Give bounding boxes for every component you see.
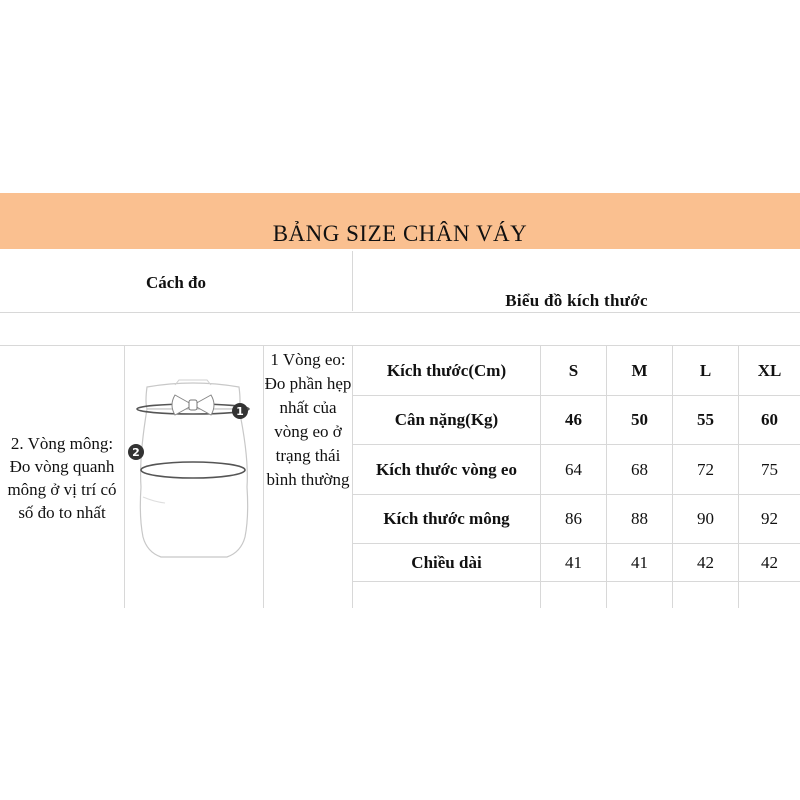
row-label-waist: Kích thước vòng eo <box>376 459 517 479</box>
table-cell: 68 <box>631 459 648 479</box>
table-cell: 60 <box>761 410 778 429</box>
size-chart-header: Biểu đồ kích thước <box>505 291 648 310</box>
table-header-xl: XL <box>757 360 782 380</box>
row-label-length: Chiều dài <box>411 552 482 572</box>
grid-line <box>0 312 800 313</box>
svg-text:2: 2 <box>132 446 140 459</box>
waist-measure-note: 1 Vòng eo: Đo phần hẹp nhất của vòng eo ở trạng thái bình thường <box>264 350 352 489</box>
svg-text:1: 1 <box>236 405 244 418</box>
grid-line <box>353 581 800 582</box>
table-cell: 90 <box>697 509 714 528</box>
table-cell: 88 <box>631 509 648 528</box>
table-header-l: L <box>699 360 712 380</box>
table-cell: 50 <box>631 410 648 429</box>
table-cell: 86 <box>565 509 582 528</box>
table-cell: 42 <box>761 552 778 572</box>
table-cell: 41 <box>565 552 582 572</box>
page-title: BẢNG SIZE CHÂN VÁY <box>272 221 528 246</box>
row-label-hip: Kích thước mông <box>383 509 510 528</box>
table-cell: 75 <box>761 459 778 479</box>
hip-marker <box>128 444 144 460</box>
table-cell: 41 <box>631 552 648 572</box>
table-cell: 42 <box>697 552 714 572</box>
table-header-m: M <box>631 360 648 380</box>
hip-measure-note: 2. Vòng mông: Đo vòng quanh mông ở vị trí có số đo to nhất <box>7 434 117 522</box>
table-cell: 46 <box>565 410 582 429</box>
table-header-s: S <box>568 360 579 380</box>
row-label-weight: Cân nặng(Kg) <box>394 410 499 429</box>
table-header-size: Kích thước(Cm) <box>386 360 507 380</box>
table-cell: 64 <box>565 459 582 479</box>
table-cell: 55 <box>697 410 714 429</box>
skirt-illustration <box>125 347 263 607</box>
table-cell: 92 <box>761 509 778 528</box>
table-cell: 72 <box>697 459 714 479</box>
measure-method-header: Cách đo <box>146 273 206 292</box>
waist-marker <box>232 403 248 419</box>
grid-line <box>352 251 353 311</box>
